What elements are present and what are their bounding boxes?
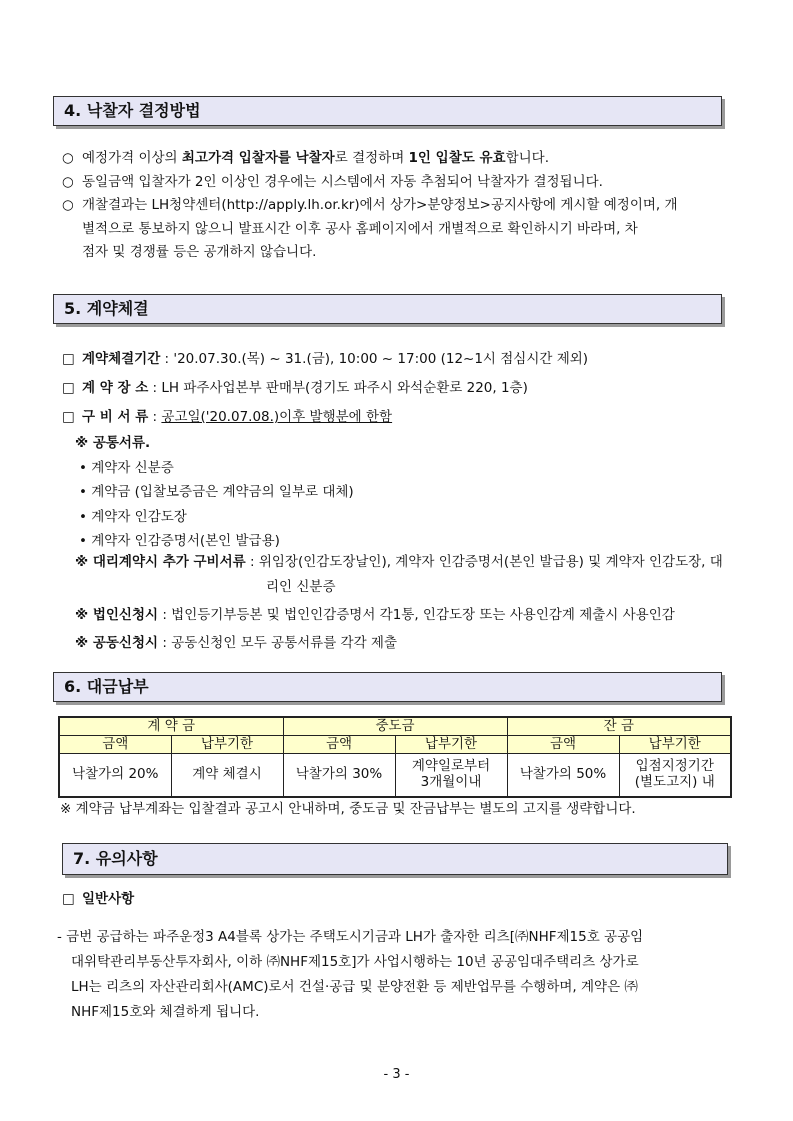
- text: 예정가격 이상의: [82, 150, 182, 166]
- group-header: 잔 금: [507, 717, 731, 736]
- subheading-row: [62, 890, 743, 910]
- column-header: 금액: [283, 736, 395, 754]
- general-notice-body: [57, 925, 743, 1025]
- documents-row: [62, 403, 743, 432]
- group-header: 계 약 금: [59, 717, 283, 736]
- corp-docs-row: [75, 603, 743, 628]
- label: ※ 법인신청시: [75, 607, 159, 623]
- section-5-title: 5. 계약체결: [64, 299, 149, 318]
- rule-line-3: [62, 194, 743, 218]
- list-item: • 계약자 인감도장: [79, 508, 187, 525]
- rule-line-2: [62, 171, 743, 195]
- paragraph-line: - 금번 공급하는 파주운정3 A4블록 상가는 주택도시기금과 LH가 출자한 리츠[㈜NHF제15호 공공임: [57, 929, 644, 945]
- additional-docs: [75, 550, 743, 655]
- table-row: [59, 754, 731, 798]
- payment-table: [58, 716, 732, 798]
- label: 구 비 서 류: [82, 409, 149, 425]
- list-item: • 계약자 인감증명서(본인 발급용): [79, 533, 280, 549]
- text: )에서 상가>분양정보>공지사항에 게시할 예정이며, 개: [354, 197, 678, 213]
- value: : 법인등기부등본 및 법인인감증명서 각1통, 인감도장 또는 사용인감계 제출시 사용인감: [158, 607, 675, 623]
- label: ※ 공동신청시: [75, 634, 159, 651]
- text: 개찰결과는 LH청약센터(: [82, 197, 227, 213]
- checkbox-square-icon: □: [62, 409, 75, 425]
- text: 합니다.: [505, 150, 549, 166]
- section-6-header: [53, 672, 722, 702]
- table-cell: 입점지정기간 (별도고지) 내: [619, 754, 731, 798]
- circle-bullet-icon: ○: [62, 150, 74, 166]
- lh-apply-link[interactable]: http://apply.lh.or.kr: [226, 197, 355, 213]
- checkbox-square-icon: □: [62, 380, 75, 396]
- section-5-header: [53, 294, 722, 324]
- section-4-header: [53, 96, 722, 126]
- text: 동일금액 입찰자가 2인 이상인 경우에는 시스템에서 자동 추첨되어 낙찰자가 결정됩니다.: [82, 173, 603, 190]
- general-notice-heading: [62, 890, 743, 910]
- label: 계 약 장 소: [82, 380, 149, 396]
- section-4-body: [62, 147, 743, 265]
- page-number: - 3 -: [383, 1067, 410, 1082]
- label: 계약체결기간: [82, 351, 161, 367]
- contract-place-row: [62, 374, 743, 403]
- value: : '20.07.30.(목) ~ 31.(금), 10:00 ~ 17:00 (12~1시 점심시간 제외): [160, 351, 589, 367]
- label: ※ 대리계약시 추가 구비서류: [75, 554, 246, 570]
- proxy-docs-row: [75, 550, 743, 575]
- section-7-header: [62, 843, 728, 875]
- value: : 위임장(인감도장날인), 계약자 인감증명서(본인 발급용) 및 계약자 인감도장, 대: [245, 554, 723, 570]
- proxy-docs-cont: 리인 신분증: [266, 578, 336, 595]
- column-header: 납부기한: [619, 736, 731, 754]
- section-4-title: 4. 낙찰자 결정방법: [64, 101, 201, 120]
- common-docs: [75, 431, 743, 554]
- column-header: 금액: [59, 736, 171, 754]
- table-subheader-row: [59, 736, 731, 754]
- table-cell: 낙찰가의 30%: [283, 754, 395, 798]
- table-cell: 낙찰가의 50%: [507, 754, 619, 798]
- rule-line-3-cont: 점자 및 경쟁률 등은 공개하지 않습니다.: [82, 244, 317, 260]
- value: : LH 파주사업본부 판매부(경기도 파주시 와석순환로 220, 1층): [148, 380, 528, 396]
- subheading: 일반사항: [82, 891, 135, 907]
- column-header: 납부기한: [171, 736, 283, 754]
- value: 공고일('20.07.08.)이후 발행분에 한함: [161, 409, 393, 425]
- list-item: • 계약금 (입찰보증금은 계약금의 일부로 대체): [79, 484, 354, 500]
- payment-note: [60, 800, 743, 820]
- table-cell: 계약 체결시: [171, 754, 283, 798]
- section-5-body: [62, 345, 743, 432]
- checkbox-square-icon: □: [62, 891, 75, 907]
- section-6-title: 6. 대금납부: [64, 677, 149, 696]
- table-cell: 낙찰가의 20%: [59, 754, 171, 798]
- paragraph-line: LH는 리츠의 자산관리회사(AMC)로서 건설·공급 및 분양전환 등 제반업무를 수행하며, 계약은 ㈜: [71, 979, 638, 995]
- column-header: 금액: [507, 736, 619, 754]
- joint-docs-row: [75, 631, 743, 656]
- circle-bullet-icon: ○: [62, 173, 74, 190]
- list-item: • 계약자 신분증: [79, 459, 174, 476]
- rule-line-3-cont: 별적으로 통보하지 않으니 발표시간 이후 공사 홈페이지에서 개별적으로 확인하시기 바라며, 차: [82, 220, 638, 237]
- common-docs-title: ※ 공통서류.: [75, 435, 151, 451]
- bold-text: 최고가격 입찰자를 낙찰자: [181, 150, 335, 166]
- section-7-title: 7. 유의사항: [73, 849, 158, 868]
- rule-line-1: [62, 147, 743, 171]
- paragraph-line: NHF제15호와 체결하게 됩니다.: [71, 1004, 260, 1020]
- paragraph-line: 대위탁관리부동산투자회사, 이하 ㈜NHF제15호]가 사업시행하는 10년 공공임대주택리츠 상가로: [71, 954, 639, 970]
- separator: :: [148, 409, 162, 425]
- column-header: 납부기한: [395, 736, 507, 754]
- contract-period-row: [62, 345, 743, 374]
- note-text: ※ 계약금 납부계좌는 입찰결과 공고시 안내하며, 중도금 및 잔금납부는 별도의 고지를 생략합니다.: [60, 801, 636, 817]
- table-header-row: [59, 717, 731, 736]
- text: 로 결정하며: [334, 150, 409, 166]
- group-header: 중도금: [283, 717, 507, 736]
- value: : 공동신청인 모두 공통서류를 각각 제출: [158, 634, 397, 651]
- table-cell: 계약일로부터 3개월이내: [395, 754, 507, 798]
- checkbox-square-icon: □: [62, 351, 75, 367]
- bold-text: 1인 입찰도 유효: [408, 150, 506, 166]
- circle-bullet-icon: ○: [62, 197, 74, 213]
